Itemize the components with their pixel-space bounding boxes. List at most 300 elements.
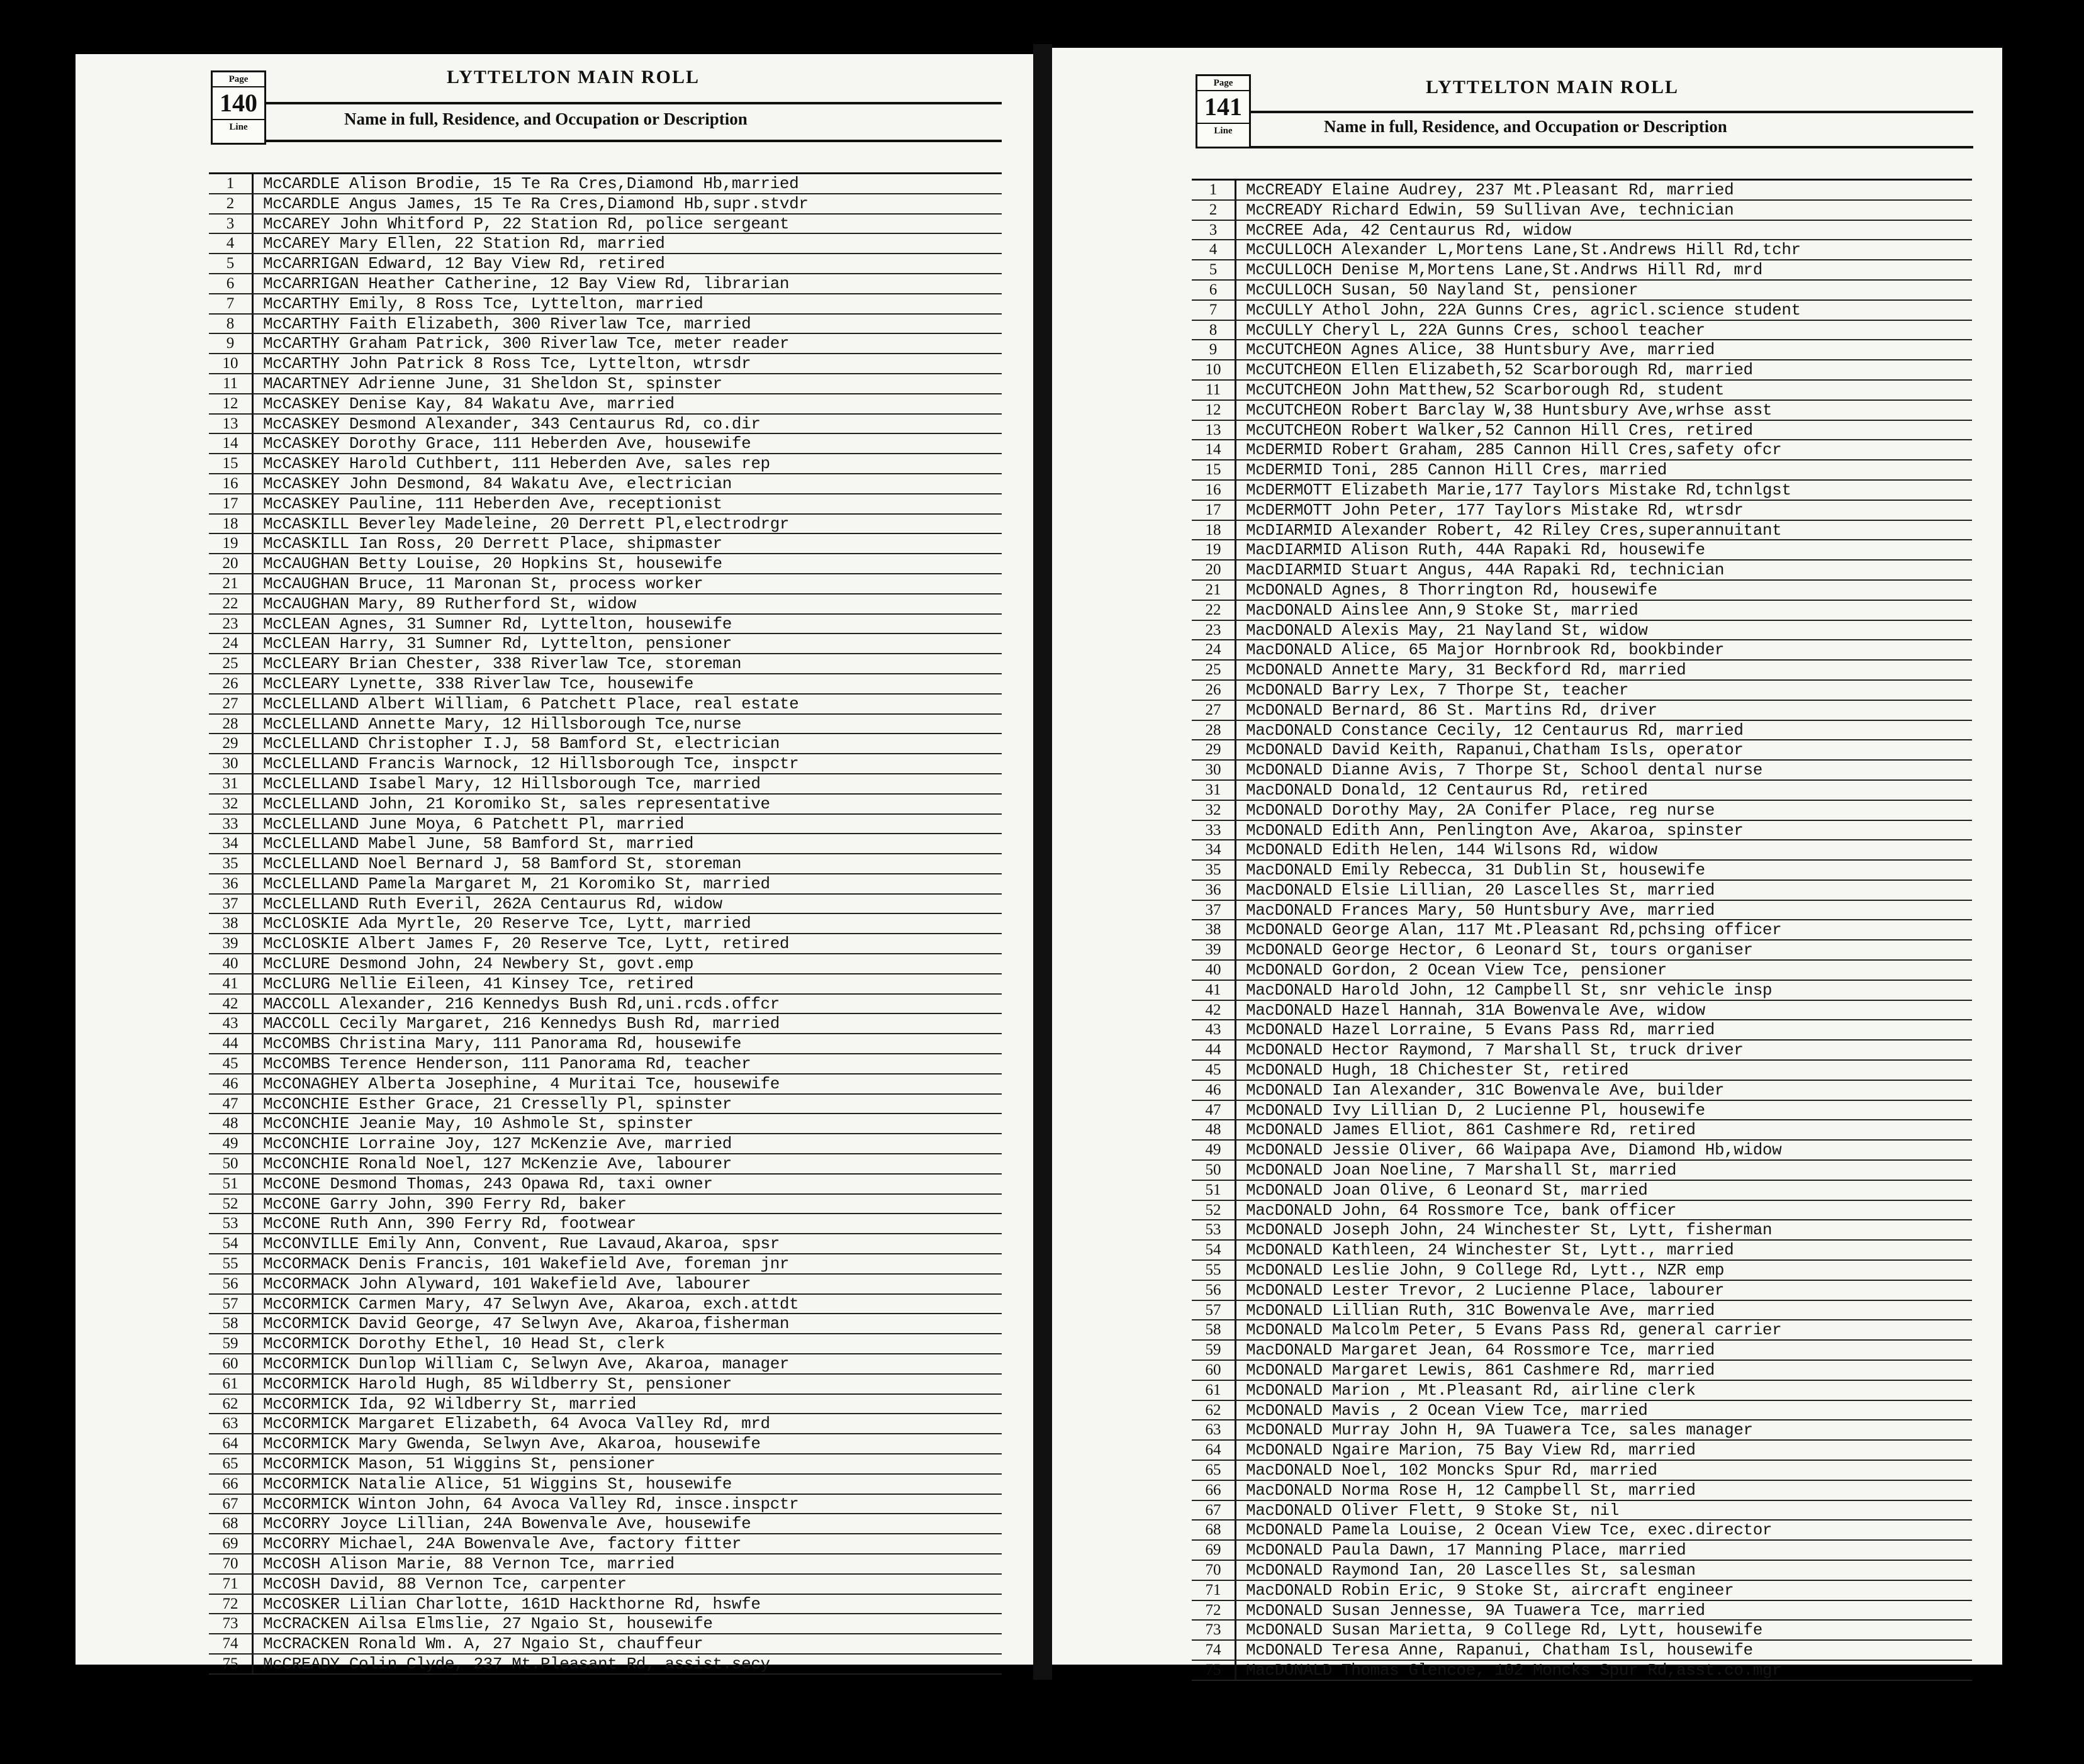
table-row [209,654,1002,674]
elector-entry: McCAREY John Whitford P, 22 Station Rd, police sergeant [263,214,790,233]
elector-entry: McCONCHIE Jeanie May, 10 Ashmole St, spinster [263,1114,694,1134]
book-gutter [1033,44,1052,1680]
table-row [1192,1521,1972,1541]
table-row [209,1434,1002,1454]
table-row [1192,801,1972,821]
table-row [209,634,1002,654]
line-number: 41 [1192,981,1236,1000]
elector-entry: McCORMACK Denis Francis, 101 Wakefield Ave, foreman jnr [263,1254,790,1274]
table-row [1192,481,1972,501]
elector-entry: McCLEAN Agnes, 31 Sumner Rd, Lyttelton, housewife [263,614,732,634]
line-number: 1 [209,174,254,193]
table-row [1192,1401,1972,1421]
table-row [1192,540,1972,561]
line-number: 63 [209,1414,254,1433]
table-row [209,1614,1002,1634]
table-row [209,1034,1002,1054]
table-row [209,774,1002,795]
elector-entry: McCOSH Alison Marie, 88 Vernon Tce, married [263,1554,675,1573]
table-row [209,1475,1002,1495]
line-number: 16 [1192,481,1236,500]
table-row [1192,941,1972,961]
table-row [209,1454,1002,1475]
elector-entry: McCORMICK Harold Hugh, 85 Wildberry St, pensioner [263,1374,732,1393]
table-row [209,695,1002,715]
table-row [209,554,1002,574]
elector-entry: McCARDLE Angus James, 15 Te Ra Cres,Diamond Hb,supr.stvdr [263,194,809,213]
table-row [209,1014,1002,1034]
elector-entry: MacDONALD Donald, 12 Centaurus Rd, retired [1246,780,1648,800]
table-row [1192,681,1972,701]
elector-entry: McDONALD Dorothy May, 2A Conifer Place, reg nurse [1246,800,1715,820]
line-number: 68 [209,1514,254,1533]
page-number-box [211,70,266,145]
elector-entry: McDONALD Dianne Avis, 7 Thorpe St, School dental nurse [1246,761,1762,780]
table-row [1192,840,1972,861]
elector-entry: McCULLY Athol John, 22A Gunns Cres, agricl.science student [1246,300,1801,320]
elector-entry: MacDONALD Alice, 65 Major Hornbrook Rd, bookbinder [1246,640,1725,660]
table-row [209,1114,1002,1134]
line-number: 2 [209,194,254,213]
line-number: 55 [1192,1261,1236,1280]
line-number: 17 [1192,501,1236,520]
line-number: 12 [1192,401,1236,420]
line-number: 32 [209,795,254,813]
line-number: 49 [209,1134,254,1153]
elector-entry: MacDONALD Harold John, 12 Campbell St, snr vehicle insp [1246,980,1773,1000]
line-number: 61 [209,1375,254,1393]
line-number: 47 [1192,1101,1236,1120]
elector-entry: McCORMICK Ida, 92 Wildberry St, married [263,1394,636,1414]
elector-entry: MACCOLL Alexander, 216 Kennedys Bush Rd,uni.rcds.offcr [263,994,780,1013]
table-row [1192,1081,1972,1101]
elector-entry: McCUTCHEON John Matthew,52 Scarborough Rd, student [1246,380,1725,399]
table-row [209,394,1002,415]
elector-entry: MacDONALD Emily Rebecca, 31 Dublin St, housewife [1246,861,1705,880]
elector-entry: McCRACKEN Ronald Wm. A, 27 Ngaio St, chauffeur [263,1634,703,1654]
elector-entry: McDONALD Paula Dawn, 17 Manning Place, married [1246,1541,1686,1560]
elector-entry: McDONALD Hazel Lorraine, 5 Evans Pass Rd, married [1246,1020,1715,1040]
line-number: 68 [1192,1521,1236,1539]
elector-entry: McCORMICK Natalie Alice, 51 Wiggins St, housewife [263,1474,732,1493]
roll-title: LYTTELTON MAIN ROLL [447,67,700,87]
table-row [209,1134,1002,1154]
table-row [209,174,1002,194]
table-row [209,234,1002,254]
table-row [209,874,1002,895]
table-row [209,1395,1002,1415]
table-row [1192,861,1972,881]
line-number: 6 [1192,281,1236,299]
table-row [209,615,1002,635]
elector-entry: McCULLOCH Denise M,Mortens Lane,St.Andrws Hill Rd, mrd [1246,260,1762,280]
table-row [209,754,1002,774]
elector-entry: McCORMICK Mason, 51 Wiggins St, pensioner [263,1454,656,1473]
line-number: 38 [1192,920,1236,939]
line-number: 67 [1192,1501,1236,1520]
line-number: 15 [209,454,254,473]
line-number: 37 [1192,901,1236,920]
elector-entry: MacDONALD Constance Cecily, 12 Centaurus Rd, married [1246,720,1744,740]
line-label: Line [1214,126,1233,136]
line-number: 28 [209,715,254,734]
page-number: 141 [1197,91,1249,124]
line-number: 7 [209,294,254,313]
line-number: 75 [209,1655,254,1673]
table-row [209,1634,1002,1655]
line-number: 53 [209,1214,254,1233]
line-number: 11 [1192,381,1236,399]
line-number: 22 [1192,601,1236,620]
table-row [1192,761,1972,781]
line-number: 18 [209,515,254,533]
elector-entry: McDONALD Edith Helen, 144 Wilsons Rd, widow [1246,840,1657,860]
elector-entry: McCAREY Mary Ellen, 22 Station Rd, married [263,234,665,254]
elector-entry: McCLELLAND Ruth Everil, 262A Centaurus Rd, widow [263,894,722,913]
elector-entry: McCASKEY Desmond Alexander, 343 Centaurus Rd, co.dir [263,414,761,433]
elector-entry: McDERMID Toni, 285 Cannon Hill Cres, married [1246,461,1667,480]
elector-entry: McCASKILL Beverley Madeleine, 20 Derrett Pl,electrodrgr [263,514,790,533]
table-row [1192,221,1972,241]
elector-entry: MACARTNEY Adrienne June, 31 Sheldon St, spinster [263,374,722,393]
table-row [1192,401,1972,421]
line-number: 24 [1192,640,1236,659]
header-rule-top [266,102,1002,104]
line-number: 26 [209,674,254,693]
elector-entry: McCORRY Michael, 24A Bowenvale Ave, factory fitter [263,1534,742,1554]
table-row [209,954,1002,974]
line-number: 31 [1192,781,1236,800]
line-number: 42 [209,995,254,1013]
line-number: 48 [209,1114,254,1133]
elector-entry: McDONALD George Hector, 6 Leonard St, tours organiser [1246,941,1753,960]
elector-entry: McCONE Desmond Thomas, 243 Opawa Rd, taxi owner [263,1174,713,1193]
table-row [209,194,1002,215]
table-row [209,1514,1002,1534]
header-rule-top [1250,111,1973,113]
elector-entry: McDONALD George Alan, 117 Mt.Pleasant Rd,pchsing officer [1246,920,1782,940]
line-number: 60 [209,1354,254,1373]
elector-entry: McCORMICK David George, 47 Selwyn Ave, Akaroa,fisherman [263,1314,790,1334]
line-number: 21 [1192,581,1236,600]
elector-entry: McCOMBS Christina Mary, 111 Panorama Rd, housewife [263,1034,742,1054]
elector-entry: McCORMACK John Alyward, 101 Wakefield Ave, labourer [263,1274,751,1293]
table-row [1192,661,1972,681]
line-number: 69 [1192,1541,1236,1560]
table-row [209,1575,1002,1595]
table-row [1192,1361,1972,1381]
line-number: 25 [209,654,254,673]
table-row [209,1314,1002,1334]
line-number: 15 [1192,461,1236,479]
line-number: 3 [209,215,254,233]
elector-entry: McCORRY Joyce Lillian, 24A Bowenvale Ave, housewife [263,1514,751,1534]
line-number: 14 [1192,440,1236,459]
line-number: 73 [209,1614,254,1633]
elector-entry: McDONALD Edith Ann, Penlington Ave, Akaroa, spinster [1246,820,1744,840]
table-row [1192,721,1972,741]
elector-entry: McDONALD Susan Jennesse, 9A Tuawera Tce, married [1246,1600,1705,1620]
table-row [209,1595,1002,1615]
line-number: 56 [1192,1281,1236,1300]
elector-entry: McDONALD Marion , Mt.Pleasant Rd, airline clerk [1246,1380,1696,1400]
elector-entry: McDONALD Joan Noeline, 7 Marshall St, married [1246,1161,1677,1180]
header-rule-bottom [266,140,1002,142]
line-number: 7 [1192,301,1236,320]
table-row [209,354,1002,374]
elector-entry: McDONALD Lester Trevor, 2 Lucienne Place, labourer [1246,1280,1725,1300]
line-number: 8 [1192,321,1236,340]
elector-entry: McCORMICK Winton John, 64 Avoca Valley Rd, insce.inspctr [263,1494,799,1514]
table-row [1192,1341,1972,1361]
elector-entry: McCLURE Desmond John, 24 Newbery St, govt.emp [263,954,694,974]
line-number: 50 [209,1154,254,1173]
elector-entry: MacDONALD Ainslee Ann,9 Stoke St, married [1246,600,1639,620]
line-number: 5 [209,254,254,273]
elector-entry: McCLEARY Brian Chester, 338 Riverlaw Tce, storeman [263,654,742,674]
elector-entry: McDONALD Gordon, 2 Ocean View Tce, pensioner [1246,961,1667,980]
elector-entry: McDONALD Raymond Ian, 20 Lascelles St, salesman [1246,1560,1696,1580]
line-number: 19 [209,534,254,553]
line-number: 46 [209,1075,254,1093]
elector-entry: McCASKEY Dorothy Grace, 111 Heberden Ave, housewife [263,434,751,454]
table-row [1192,501,1972,521]
table-row [209,1095,1002,1115]
line-number: 59 [1192,1341,1236,1359]
line-number: 28 [1192,721,1236,740]
elector-entry: McCLELLAND Noel Bernard J, 58 Bamford St, storeman [263,854,742,874]
elector-entry: McDONALD Leslie John, 9 College Rd, Lytt., NZR emp [1246,1261,1725,1280]
table-row [1192,1621,1972,1641]
line-number: 12 [209,394,254,413]
line-number: 65 [1192,1461,1236,1480]
line-number: 58 [209,1314,254,1333]
table-row [209,914,1002,934]
elector-entry: McDONALD Bernard, 86 St. Martins Rd, driver [1246,700,1657,720]
elector-entry: McDONALD Joseph John, 24 Winchester St, Lytt, fisherman [1246,1220,1773,1240]
line-number: 52 [209,1195,254,1214]
line-number: 41 [209,974,254,993]
table-row [209,494,1002,515]
line-label: Line [229,122,248,132]
elector-entry: McCORMICK Carmen Mary, 47 Selwyn Ave, Akaroa, exch.attdt [263,1294,799,1314]
elector-entry: McCREADY Elaine Audrey, 237 Mt.Pleasant Rd, married [1246,181,1734,199]
elector-entry: McCASKEY Harold Cuthbert, 111 Heberden Ave, sales rep [263,454,770,474]
elector-entry: McDONALD Kathleen, 24 Winchester St, Lytt., married [1246,1241,1734,1260]
table-row [209,415,1002,435]
table-row [1192,1381,1972,1401]
elector-entry: McDONALD Joan Olive, 6 Leonard St, married [1246,1180,1648,1200]
elector-entry: McCLELLAND Albert William, 6 Patchett Place, real estate [263,694,799,713]
table-row [1192,1181,1972,1201]
line-number: 51 [209,1175,254,1193]
line-number: 17 [209,494,254,513]
elector-entry: MacDONALD Alexis May, 21 Nayland St, widow [1246,620,1648,640]
line-number: 22 [209,595,254,613]
page-label: Page [213,72,264,87]
table-row [209,715,1002,735]
elector-entry: McCONVILLE Emily Ann, Convent, Rue Lavaud,Akaroa, spsr [263,1234,780,1254]
table-row [1192,461,1972,481]
table-row [209,274,1002,294]
elector-entry: McCLELLAND Isabel Mary, 12 Hillsborough Tce, married [263,774,761,793]
elector-entry: McCAUGHAN Betty Louise, 20 Hopkins St, housewife [263,554,722,574]
table-row [209,734,1002,754]
table-row [1192,1261,1972,1281]
table-row [1192,1581,1972,1601]
elector-entry: MacDONALD Hazel Hannah, 31A Bowenvale Ave, widow [1246,1000,1705,1020]
table-row [209,1195,1002,1215]
table-row [1192,701,1972,721]
elector-entry: McDERMOTT John Peter, 177 Taylors Mistake Rd, wtrsdr [1246,500,1744,520]
table-row [209,474,1002,494]
line-number: 30 [1192,761,1236,779]
elector-entry: MacDIARMID Alison Ruth, 44A Rapaki Rd, housewife [1246,540,1705,560]
elector-entry: McCARRIGAN Heather Catherine, 12 Bay View Rd, librarian [263,274,790,293]
table-row [1192,1141,1972,1161]
line-number: 51 [1192,1181,1236,1200]
line-number: 13 [209,415,254,433]
table-row [1192,1101,1972,1121]
line-number: 48 [1192,1120,1236,1139]
line-number: 46 [1192,1081,1236,1100]
line-number: 70 [1192,1561,1236,1580]
line-number: 64 [1192,1441,1236,1460]
table-row [209,434,1002,454]
line-number: 2 [1192,201,1236,220]
table-row [1192,1041,1972,1061]
line-number: 74 [209,1634,254,1653]
page-number-box [1196,74,1251,148]
line-number: 72 [209,1595,254,1614]
column-description: Name in full, Residence, and Occupation or Description [344,109,748,128]
table-row [1192,1161,1972,1181]
table-row [209,815,1002,835]
line-number: 6 [209,274,254,293]
elector-entry: McCONCHIE Esther Grace, 21 Cresselly Pl, spinster [263,1094,732,1114]
table-row [1192,301,1972,321]
line-number: 29 [1192,740,1236,759]
line-number: 70 [209,1555,254,1573]
entries-table [1192,179,1972,1681]
line-number: 50 [1192,1161,1236,1180]
table-row [209,895,1002,915]
elector-entry: McDONALD Susan Marietta, 9 College Rd, Lytt, housewife [1246,1621,1762,1640]
table-row [1192,340,1972,360]
elector-entry: MacDONALD Margaret Jean, 64 Rossmore Tce, married [1246,1341,1715,1360]
line-number: 59 [209,1334,254,1353]
elector-entry: McCORMICK Mary Gwenda, Selwyn Ave, Akaroa, housewife [263,1434,761,1454]
table-row [1192,1641,1972,1661]
elector-entry: McCREADY Colin Clyde, 237 Mt.Pleasant Rd, assist.secy [263,1654,770,1673]
line-number: 26 [1192,681,1236,700]
line-number: 54 [209,1234,254,1253]
elector-entry: McDONALD Hugh, 18 Chichester St, retired [1246,1061,1629,1080]
line-number: 3 [1192,221,1236,240]
table-row [209,1655,1002,1675]
elector-entry: McCOSH David, 88 Vernon Tce, carpenter [263,1574,627,1594]
line-number: 40 [209,954,254,973]
elector-entry: MacDONALD Norma Rose H, 12 Campbell St, married [1246,1480,1696,1500]
line-number: 64 [209,1434,254,1453]
line-number: 18 [1192,521,1236,540]
line-number: 39 [209,934,254,953]
elector-entry: McCORMICK Margaret Elizabeth, 64 Avoca Valley Rd, mrd [263,1414,770,1434]
line-number: 66 [1192,1481,1236,1500]
elector-entry: McCOSKER Lilian Charlotte, 161D Hackthorne Rd, hswfe [263,1594,761,1614]
line-number: 23 [1192,621,1236,640]
elector-entry: McCASKEY Denise Kay, 84 Wakatu Ave, married [263,394,675,413]
elector-entry: McDERMID Robert Graham, 285 Cannon Hill Cres,safety ofcr [1246,440,1782,460]
table-row [209,1295,1002,1315]
line-number: 10 [209,354,254,373]
table-row [1192,961,1972,981]
line-number: 44 [1192,1041,1236,1059]
elector-entry: McCUTCHEON Agnes Alice, 38 Huntsbury Ave, married [1246,340,1715,360]
line-number: 43 [1192,1020,1236,1039]
table-row [209,1275,1002,1295]
table-row [1192,421,1972,441]
table-row [209,334,1002,354]
line-number: 69 [209,1534,254,1553]
table-row [1192,1120,1972,1141]
table-row [209,674,1002,695]
table-row [209,315,1002,335]
elector-entry: McCASKEY Pauline, 111 Heberden Ave, receptionist [263,494,722,513]
table-row [209,534,1002,554]
table-row [1192,1481,1972,1501]
table-row [209,834,1002,854]
line-number: 62 [1192,1401,1236,1420]
line-number: 57 [209,1295,254,1314]
elector-entry: McDONALD Agnes, 8 Thorrington Rd, housewife [1246,580,1657,600]
table-row [209,1054,1002,1075]
line-number: 14 [209,434,254,453]
line-number: 60 [1192,1361,1236,1380]
elector-entry: McCLELLAND Pamela Margaret M, 21 Koromiko St, married [263,874,770,893]
table-row [209,1075,1002,1095]
elector-entry: McCUTCHEON Robert Walker,52 Cannon Hill Cres, retired [1246,420,1753,440]
page-label: Page [1197,76,1249,91]
table-row [1192,920,1972,941]
elector-entry: McCREE Ada, 42 Centaurus Rd, widow [1246,220,1571,240]
elector-entry: McCONE Garry John, 390 Ferry Rd, baker [263,1194,627,1214]
elector-entry: McDONALD Murray John H, 9A Tuawera Tce, sales manager [1246,1421,1753,1440]
line-number: 56 [209,1275,254,1293]
line-number: 4 [209,234,254,253]
table-row [209,1555,1002,1575]
table-row [209,1414,1002,1434]
line-number: 30 [209,754,254,773]
elector-entry: McCORMICK Dunlop William C, Selwyn Ave, Akaroa, manager [263,1354,790,1374]
table-row [1192,1661,1972,1681]
table-row [1192,1461,1972,1481]
table-row [1192,1061,1972,1081]
table-row [1192,781,1972,801]
line-number: 63 [1192,1421,1236,1439]
table-row [1192,1421,1972,1441]
table-row [1192,1241,1972,1261]
line-number: 19 [1192,540,1236,559]
line-number: 16 [209,474,254,493]
table-row [1192,1001,1972,1021]
table-row [209,1254,1002,1275]
elector-entry: McCONCHIE Ronald Noel, 127 McKenzie Ave, labourer [263,1154,732,1174]
table-row [1192,561,1972,581]
line-number: 39 [1192,941,1236,959]
header-rule-bottom [1250,146,1973,148]
elector-entry: McCONAGHEY Alberta Josephine, 4 Muritai Tce, housewife [263,1074,780,1093]
